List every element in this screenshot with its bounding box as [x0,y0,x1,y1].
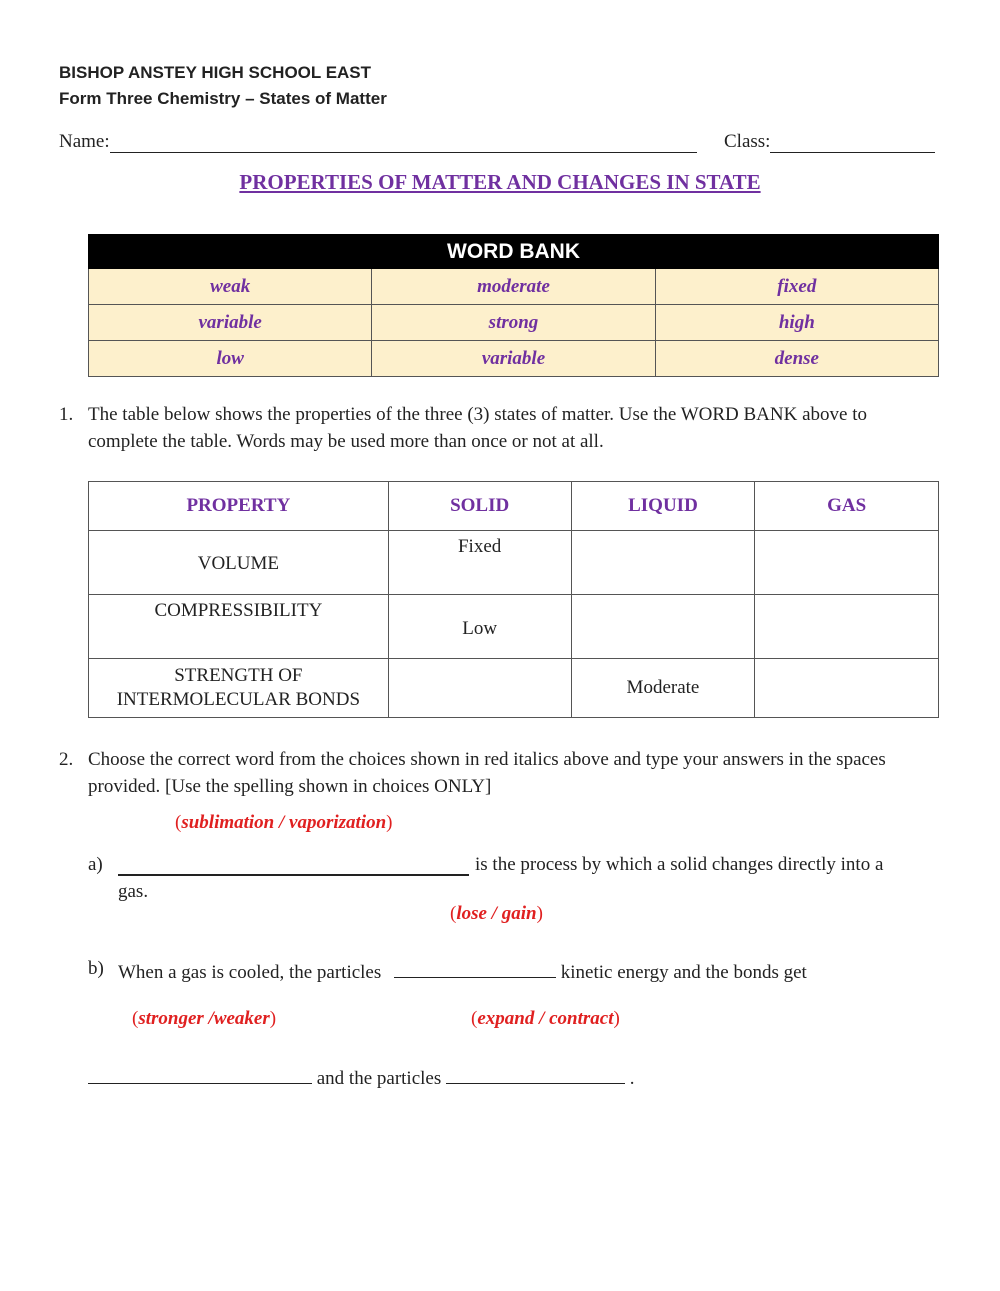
course-title: Form Three Chemistry – States of Matter [59,89,387,108]
class-field [724,131,935,153]
property-cell: VOLUME [89,531,389,595]
choice-b1: (lose / gain) [450,903,543,924]
class-label: Class: [724,131,771,152]
column-header: SOLID [388,482,571,531]
choice-b2-text: stronger /weaker [138,1008,270,1029]
school-header [59,60,387,112]
choice-a: (sublimation / vaporization) [175,812,393,833]
property-line: STRENGTH OF [174,665,303,686]
word-bank-cell: dense [655,341,938,377]
page-title: PROPERTIES OF MATTER AND CHANGES IN STATE [239,170,761,194]
property-cell [89,659,389,718]
liquid-cell[interactable] [571,531,755,595]
part-b-text-2: kinetic energy and the bonds get [560,962,807,983]
class-input-line[interactable] [770,132,935,153]
part-b-end: . [629,1068,635,1089]
school-name: BISHOP ANSTEY HIGH SCHOOL EAST [59,63,372,82]
choice-b3-text: expand / contract [477,1008,614,1029]
word-bank-cell: weak [89,269,372,305]
table-row [89,531,939,595]
property-cell: COMPRESSIBILITY [89,595,389,659]
part-b-text-3: and the particles [316,1068,442,1089]
column-header: LIQUID [571,482,755,531]
question-2-number: 2. [59,749,74,770]
part-b-blank-1[interactable] [394,955,556,978]
solid-cell[interactable]: Low [388,595,571,659]
question-1-text: The table below shows the properties of the three (3) states of matter. Use the WORD BANK above to complete the table. Words may be used more than once or not at all. [88,404,867,452]
name-label: Name: [59,131,110,152]
solid-cell[interactable] [388,659,571,718]
word-bank-cell: fixed [655,269,938,305]
word-bank-cell: strong [372,305,655,341]
word-bank-heading: WORD BANK [89,235,939,269]
part-a-answer-line[interactable] [118,851,469,876]
part-a-text-cont: gas. [118,881,149,902]
choice-b2: (stronger /weaker) [132,1008,277,1029]
part-b-blank-2[interactable] [88,1061,312,1084]
name-field [59,131,697,153]
liquid-cell[interactable] [571,595,755,659]
property-line: INTERMOLECULAR BONDS [116,689,361,710]
word-bank-cell: moderate [372,269,655,305]
column-header: GAS [755,482,939,531]
part-b-line-2 [88,1061,635,1092]
gas-cell[interactable] [755,531,939,595]
part-b-label: b) [88,958,104,979]
column-header: PROPERTY [89,482,389,531]
question-2-text: Choose the correct word from the choices shown in red italics above and type your answers in the spaces provided. [Use the spelling shown in choices ONLY] [88,749,886,797]
name-input-line[interactable] [110,132,697,153]
choice-b3: (expand / contract) [471,1008,620,1029]
solid-cell[interactable]: Fixed [388,531,571,595]
question-1-number: 1. [59,404,74,425]
table-row [89,659,939,718]
choice-a-text: sublimation / vaporization [181,812,387,833]
word-bank-cell: high [655,305,938,341]
part-a-text: is the process by which a solid changes directly into a [475,854,884,875]
table-row [89,595,939,659]
word-bank-cell: variable [372,341,655,377]
properties-table [88,481,939,718]
part-b-blank-3[interactable] [446,1061,625,1084]
part-b-line-1 [118,955,807,986]
gas-cell[interactable] [755,595,939,659]
liquid-cell[interactable]: Moderate [571,659,755,718]
choice-b1-text: lose / gain [456,903,537,924]
gas-cell[interactable] [755,659,939,718]
word-bank-cell: low [89,341,372,377]
word-bank-cell: variable [89,305,372,341]
word-bank-table [88,234,939,377]
part-a-label: a) [88,854,103,875]
part-b-text-1: When a gas is cooled, the particles [118,962,382,983]
